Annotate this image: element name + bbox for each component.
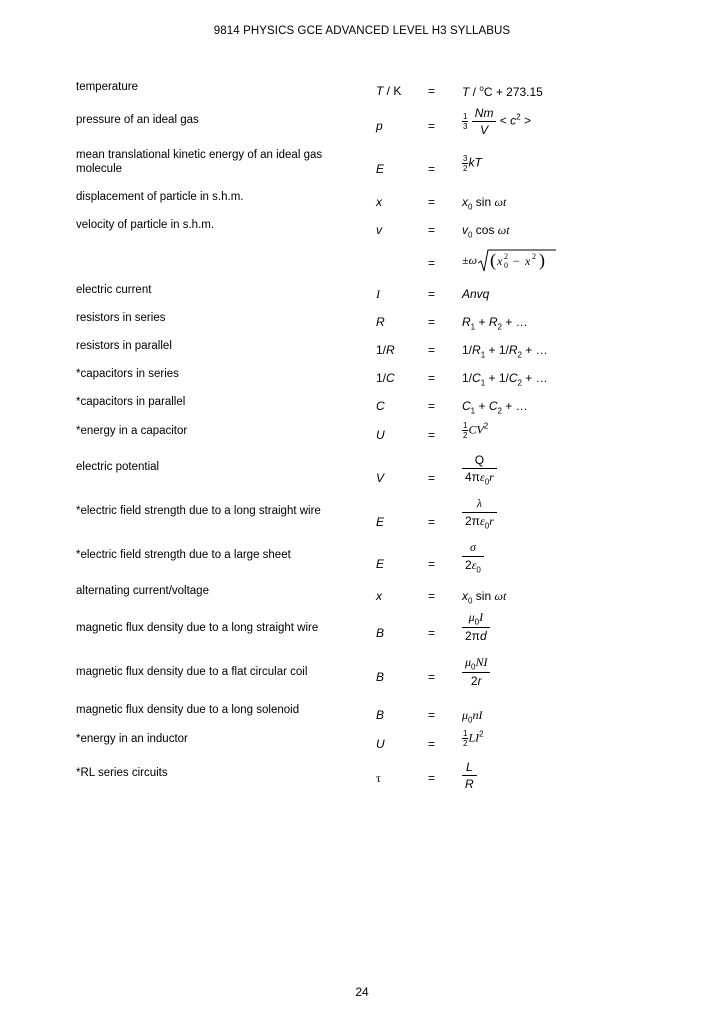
formula-description: pressure of an ideal gas (76, 114, 199, 126)
formula-expression: $v_0$ cos ωt (462, 223, 510, 240)
formula-expression: $\frac{1}{3}$ $\frac{Nm}{V}$ < $c^2$ > (463, 106, 531, 137)
formula-expression: T / $^o$C + 273.15 (462, 84, 543, 99)
formula-expression: $\frac{Q}{4\pi\varepsilon_0r}$ (462, 453, 497, 486)
svg-text:x: x (497, 254, 503, 268)
equals-sign: = (428, 256, 436, 270)
formula-expression: $x_0$ sin ωt (462, 195, 507, 212)
equals-sign: = (428, 557, 436, 571)
formula-expression: $\frac{\sigma}{2\varepsilon_0}$ (462, 540, 484, 574)
formula-symbol: U (376, 737, 385, 751)
equals-sign: = (428, 670, 436, 684)
formula-description: *RL series circuits (76, 767, 168, 779)
formula-description: *capacitors in series (76, 368, 179, 380)
equals-sign: = (428, 119, 436, 133)
formula-symbol: v (376, 223, 382, 237)
formula-symbol: I (376, 287, 380, 301)
equals-sign: = (428, 223, 436, 237)
formula-expression: $\frac{3}{2}$ kT (463, 154, 482, 173)
formula-description: electric potential (76, 461, 160, 473)
svg-text:−: − (513, 254, 520, 268)
formula-description: magnetic flux density due to a long straight wire (76, 622, 319, 634)
formula-symbol: τ (376, 771, 381, 785)
formula-expression: $1/R_1 + 1/R_2$ + … (462, 343, 548, 360)
formula-description: *energy in an inductor (76, 733, 188, 745)
formula-expression: $\mu_0nI$ (462, 708, 483, 725)
formula-symbol: p (376, 119, 383, 133)
formula-description: *energy in a capacitor (76, 425, 188, 437)
formula-expression: $\frac{1}{2}$ $LI^2$ (463, 729, 484, 748)
svg-text:0: 0 (504, 261, 509, 270)
formula-description: alternating current/voltage (76, 585, 209, 597)
formula-expression: ±ω ( x 0 2 − x 2 ) (462, 249, 557, 273)
formula-symbol: 1/R (376, 343, 395, 357)
equals-sign: = (428, 287, 436, 301)
formula-expression: $\frac{L}{R}$ (462, 760, 477, 791)
formula-symbol: E (376, 162, 385, 176)
formula-symbol: x (376, 195, 382, 209)
page-header: 9814 PHYSICS GCE ADVANCED LEVEL H3 SYLLABUS (213, 25, 511, 37)
formula-description: electric current (76, 284, 152, 296)
formula-expression: $\frac{\mu_0I}{2\pi d}$ (462, 610, 490, 643)
formula-symbol: V (376, 471, 385, 485)
formula-symbol: U (376, 428, 385, 442)
svg-text:): ) (539, 250, 546, 270)
equals-sign: = (428, 771, 436, 785)
svg-text:2: 2 (532, 252, 537, 261)
equals-sign: = (428, 162, 436, 176)
formula-description: velocity of particle in s.h.m. (76, 219, 215, 231)
formula-expression: $\frac{\mu_0NI}{2r}$ (462, 655, 490, 688)
formula-description: temperature (76, 81, 139, 93)
formula-expression: $1/C_1 + 1/C_2$ + … (462, 371, 548, 388)
sqrt-radical-icon (477, 249, 557, 273)
formula-symbol: R (376, 315, 385, 329)
formula-expression: $x_0$ sin ωt (462, 589, 507, 606)
formula-description: mean translational kinetic energy of an ideal gas molecule (76, 149, 323, 175)
equals-sign: = (428, 84, 436, 98)
equals-sign: = (428, 399, 436, 413)
formula-expression: $R_1 + R_2$ + … (462, 315, 528, 332)
formula-expression: $C_1 + C_2$ + … (462, 399, 528, 416)
formula-description: displacement of particle in s.h.m. (76, 191, 244, 203)
formula-symbol: x (376, 589, 382, 603)
formula-description: magnetic flux density due to a long solenoid (76, 704, 300, 716)
equals-sign: = (428, 515, 436, 529)
equals-sign: = (428, 343, 436, 357)
formula-expression: $\frac{1}{2}$ $CV^2$ (463, 421, 489, 440)
equals-sign: = (428, 589, 436, 603)
equals-sign: = (428, 195, 436, 209)
formula-symbol: B (376, 708, 385, 722)
equals-sign: = (428, 708, 436, 722)
formula-description: magnetic flux density due to a flat circular coil (76, 666, 308, 678)
formula-expression: Anvq (462, 287, 490, 301)
formula-expression: $\frac{\lambda}{2\pi\varepsilon_0r}$ (462, 496, 497, 530)
equals-sign: = (428, 315, 436, 329)
svg-text:(: ( (490, 250, 497, 270)
formula-description: *electric field strength due to a long straight wire (76, 505, 321, 517)
formula-symbol: E (376, 515, 385, 529)
equals-sign: = (428, 737, 436, 751)
svg-text:x: x (525, 254, 531, 268)
equals-sign: = (428, 471, 436, 485)
equals-sign: = (428, 428, 436, 442)
formula-symbol: 1/C (376, 371, 395, 385)
formula-symbol: T / K (376, 84, 402, 98)
page-number: 24 (355, 985, 369, 999)
formula-description: resistors in parallel (76, 340, 172, 352)
formula-symbol: E (376, 557, 385, 571)
formula-symbol: C (376, 399, 385, 413)
formula-symbol: B (376, 626, 385, 640)
formula-description: resistors in series (76, 312, 166, 324)
equals-sign: = (428, 626, 436, 640)
equals-sign: = (428, 371, 436, 385)
svg-text:2: 2 (504, 252, 509, 261)
formula-symbol: B (376, 670, 385, 684)
formula-description: *electric field strength due to a large sheet (76, 549, 291, 561)
formula-description: *capacitors in parallel (76, 396, 186, 408)
